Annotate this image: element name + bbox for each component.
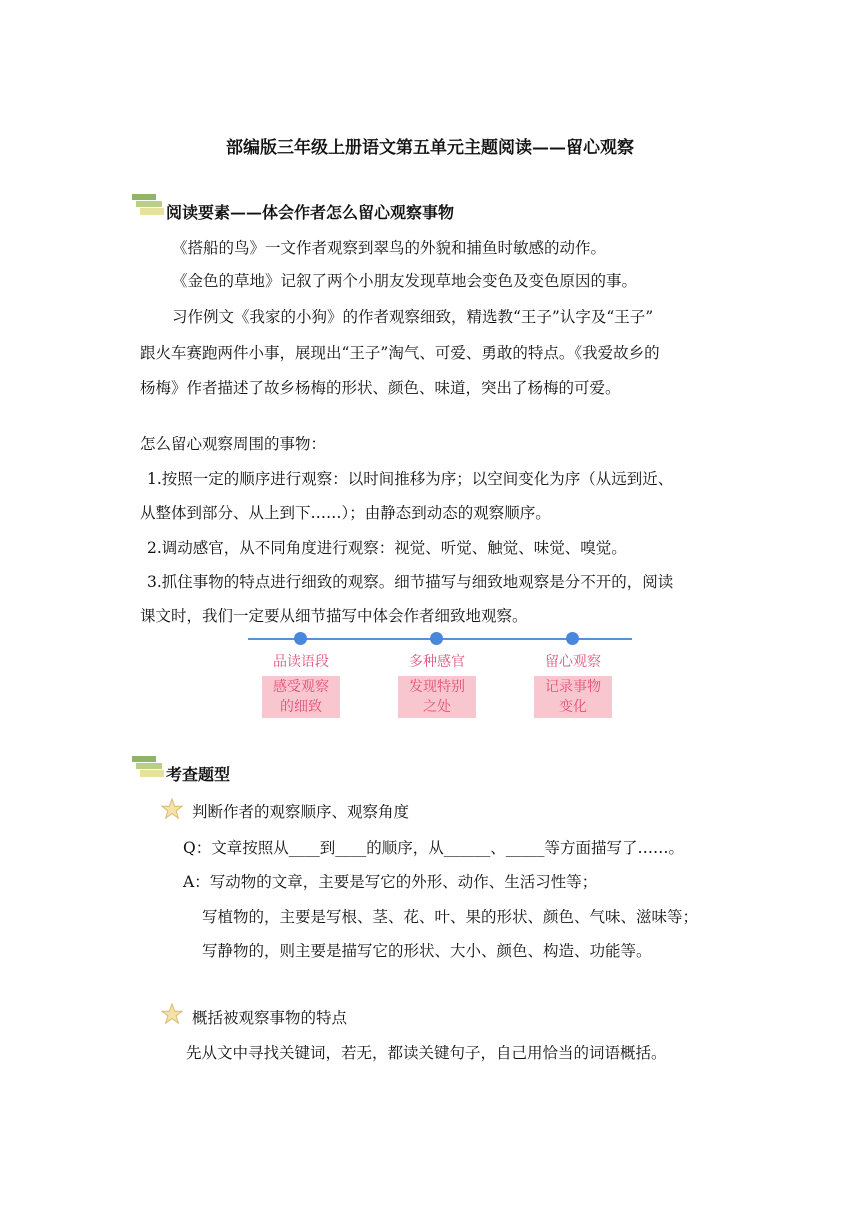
diagram-label: 留心观察 <box>545 654 601 670</box>
method-item-3-line: 课文时，我们一定要从细节描写中体会作者细致地观察。 <box>140 607 528 625</box>
diagram-label: 多种感官 <box>409 654 465 670</box>
books-icon <box>132 756 164 778</box>
star-icon <box>161 1003 183 1025</box>
star-icon <box>161 798 183 820</box>
type1-question: Q：文章按照从____到____的顺序，从______、_____等方面描写了……。 <box>183 839 684 857</box>
page-title: 部编版三年级上册语文第五单元主题阅读——留心观察 <box>226 138 634 158</box>
diagram-box <box>262 676 340 718</box>
diagram-box-line: 感受观察 <box>273 679 329 695</box>
method-item-3-line: 3.抓住事物的特点进行细致的观察。细节描写与细致地观察是分不开的，阅读 <box>147 573 674 591</box>
type1-answer-line: A：写动物的文章，主要是写它的外形、动作、生活习性等； <box>183 873 598 891</box>
observation-diagram <box>248 630 632 730</box>
method-item-1-line: 1.按照一定的顺序进行观察：以时间推移为序；以空间变化为序（从远到近、 <box>147 470 674 488</box>
paragraph-boat-bird: 《搭船的鸟》一文作者观察到翠鸟的外貌和捕鱼时敏感的动作。 <box>172 239 607 257</box>
section-heading-reading-elements: 阅读要素——体会作者怎么留心观察事物 <box>166 203 455 222</box>
type1-answer-line: 写静物的，则主要是描写它的形状、大小、颜色、构造、功能等。 <box>202 942 652 960</box>
diagram-box-line: 记录事物 <box>545 679 601 695</box>
type1-heading: 判断作者的观察顺序、观察角度 <box>192 803 410 821</box>
diagram-box <box>534 676 612 718</box>
method-heading: 怎么留心观察周围的事物： <box>140 435 327 453</box>
type2-heading: 概括被观察事物的特点 <box>192 1009 348 1027</box>
section-heading-question-types: 考查题型 <box>166 765 231 784</box>
method-item-1-line: 从整体到部分、从上到下……）；由静态到动态的观察顺序。 <box>140 504 551 522</box>
method-item-2: 2.调动感官，从不同角度进行观察：视觉、听觉、触觉、味觉、嗅觉。 <box>147 539 627 557</box>
books-icon <box>132 194 164 216</box>
diagram-box-line: 发现特别 <box>409 679 465 695</box>
diagram-box-line: 之处 <box>423 699 451 715</box>
type2-text: 先从文中寻找关键词，若无，都读关键句子，自己用恰当的词语概括。 <box>186 1044 667 1062</box>
timeline-dot <box>566 632 579 645</box>
diagram-box-line: 的细致 <box>280 699 322 715</box>
diagram-box <box>398 676 476 718</box>
type1-answer-line: 写植物的，主要是写根、茎、花、叶、果的形状、颜色、气味、滋味等； <box>202 908 699 926</box>
paragraph-example-line: 习作例文《我家的小狗》的作者观察细致，精选教“王子”认字及“王子” <box>172 308 654 326</box>
diagram-label: 品读语段 <box>273 654 329 670</box>
paragraph-example-line: 杨梅》作者描述了故乡杨梅的形状、颜色、味道，突出了杨梅的可爱。 <box>140 379 621 397</box>
paragraph-golden-grass: 《金色的草地》记叙了两个小朋友发现草地会变色及变色原因的事。 <box>172 272 638 290</box>
diagram-box-line: 变化 <box>559 699 587 715</box>
timeline-dot <box>430 632 443 645</box>
timeline-dot <box>294 632 307 645</box>
paragraph-example-line: 跟火车赛跑两件小事，展现出“王子”淘气、可爱、勇敢的特点。《我爱故乡的 <box>140 344 660 362</box>
